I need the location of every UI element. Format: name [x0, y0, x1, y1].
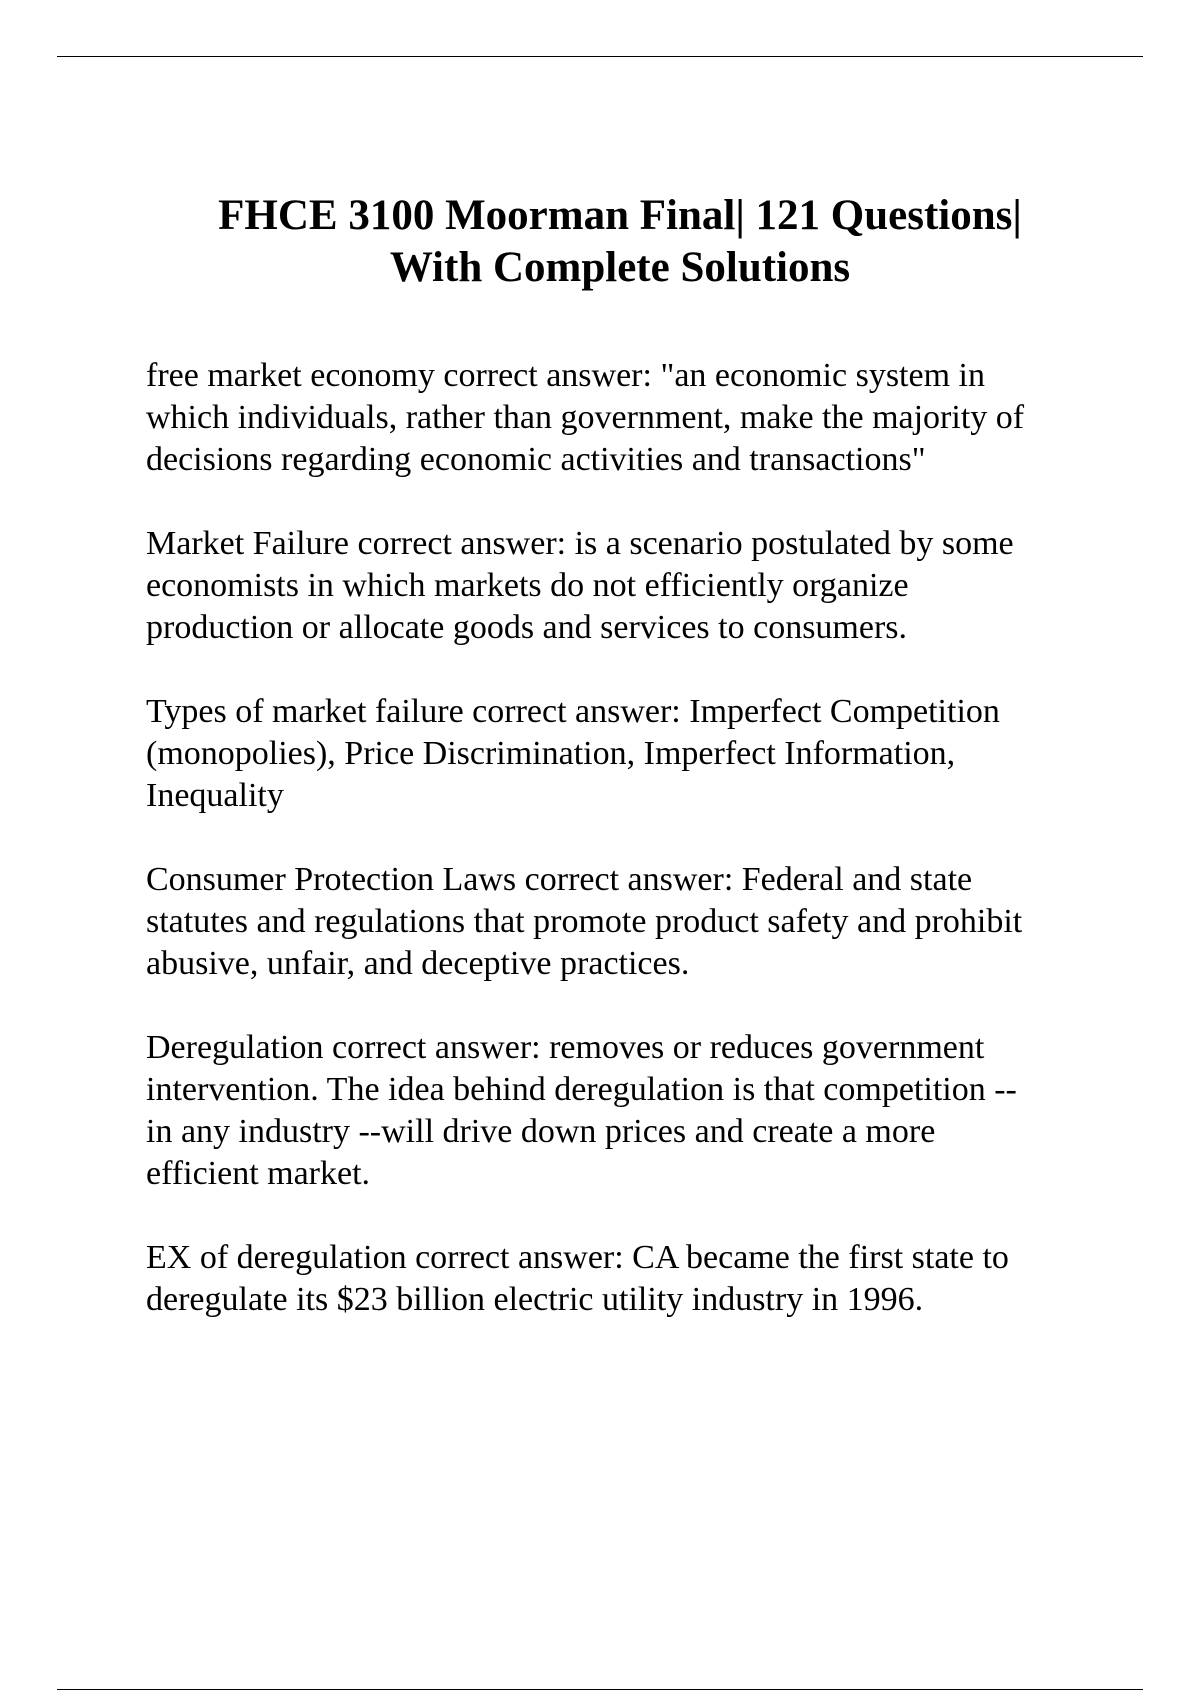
bottom-rule	[57, 1689, 1143, 1690]
entry-line: EX of deregulation correct answer: CA became the first state to	[146, 1239, 1009, 1276]
qa-entry-free-market-economy	[146, 355, 1146, 481]
entry-line: in any industry --will drive down prices and create a more	[146, 1113, 936, 1150]
entry-line: economists in which markets do not efficiently organize	[146, 567, 909, 604]
entry-line: (monopolies), Price Discrimination, Imperfect Information,	[146, 735, 956, 772]
entry-line: Market Failure correct answer: is a scenario postulated by some	[146, 525, 1014, 562]
entry-line: production or allocate goods and services to consumers.	[146, 609, 908, 646]
entry-line: efficient market.	[146, 1155, 371, 1192]
entry-line: which individuals, rather than government, make the majority of	[146, 399, 1025, 436]
qa-entry-consumer-protection-laws	[146, 859, 1146, 985]
qa-entry-deregulation	[146, 1027, 1146, 1195]
entry-line: decisions regarding economic activities and transactions"	[146, 441, 926, 478]
entry-line: deregulate its $23 billion electric utility industry in 1996.	[146, 1281, 924, 1318]
top-rule	[57, 56, 1143, 57]
qa-entry-ex-of-deregulation	[146, 1237, 1146, 1321]
entry-line: statutes and regulations that promote product safety and prohibit	[146, 903, 1023, 940]
entry-line: abusive, unfair, and deceptive practices.	[146, 945, 690, 982]
title-line-2: With Complete Solutions	[389, 244, 851, 291]
entry-line: Inequality	[146, 777, 284, 814]
qa-entry-market-failure	[146, 523, 1146, 649]
entry-line: Deregulation correct answer: removes or reduces government	[146, 1029, 985, 1066]
entry-line: free market economy correct answer: "an economic system in	[146, 357, 985, 394]
title-line-1: FHCE 3100 Moorman Final| 121 Questions|	[218, 192, 1022, 239]
entry-line: Types of market failure correct answer: Imperfect Competition	[146, 693, 1000, 730]
entry-line: intervention. The idea behind deregulation is that competition --	[146, 1071, 1017, 1108]
entry-line: Consumer Protection Laws correct answer: Federal and state	[146, 861, 973, 898]
qa-entry-types-of-market-failure	[146, 691, 1146, 817]
qa-list	[146, 355, 1146, 1363]
document-title	[100, 190, 1140, 294]
